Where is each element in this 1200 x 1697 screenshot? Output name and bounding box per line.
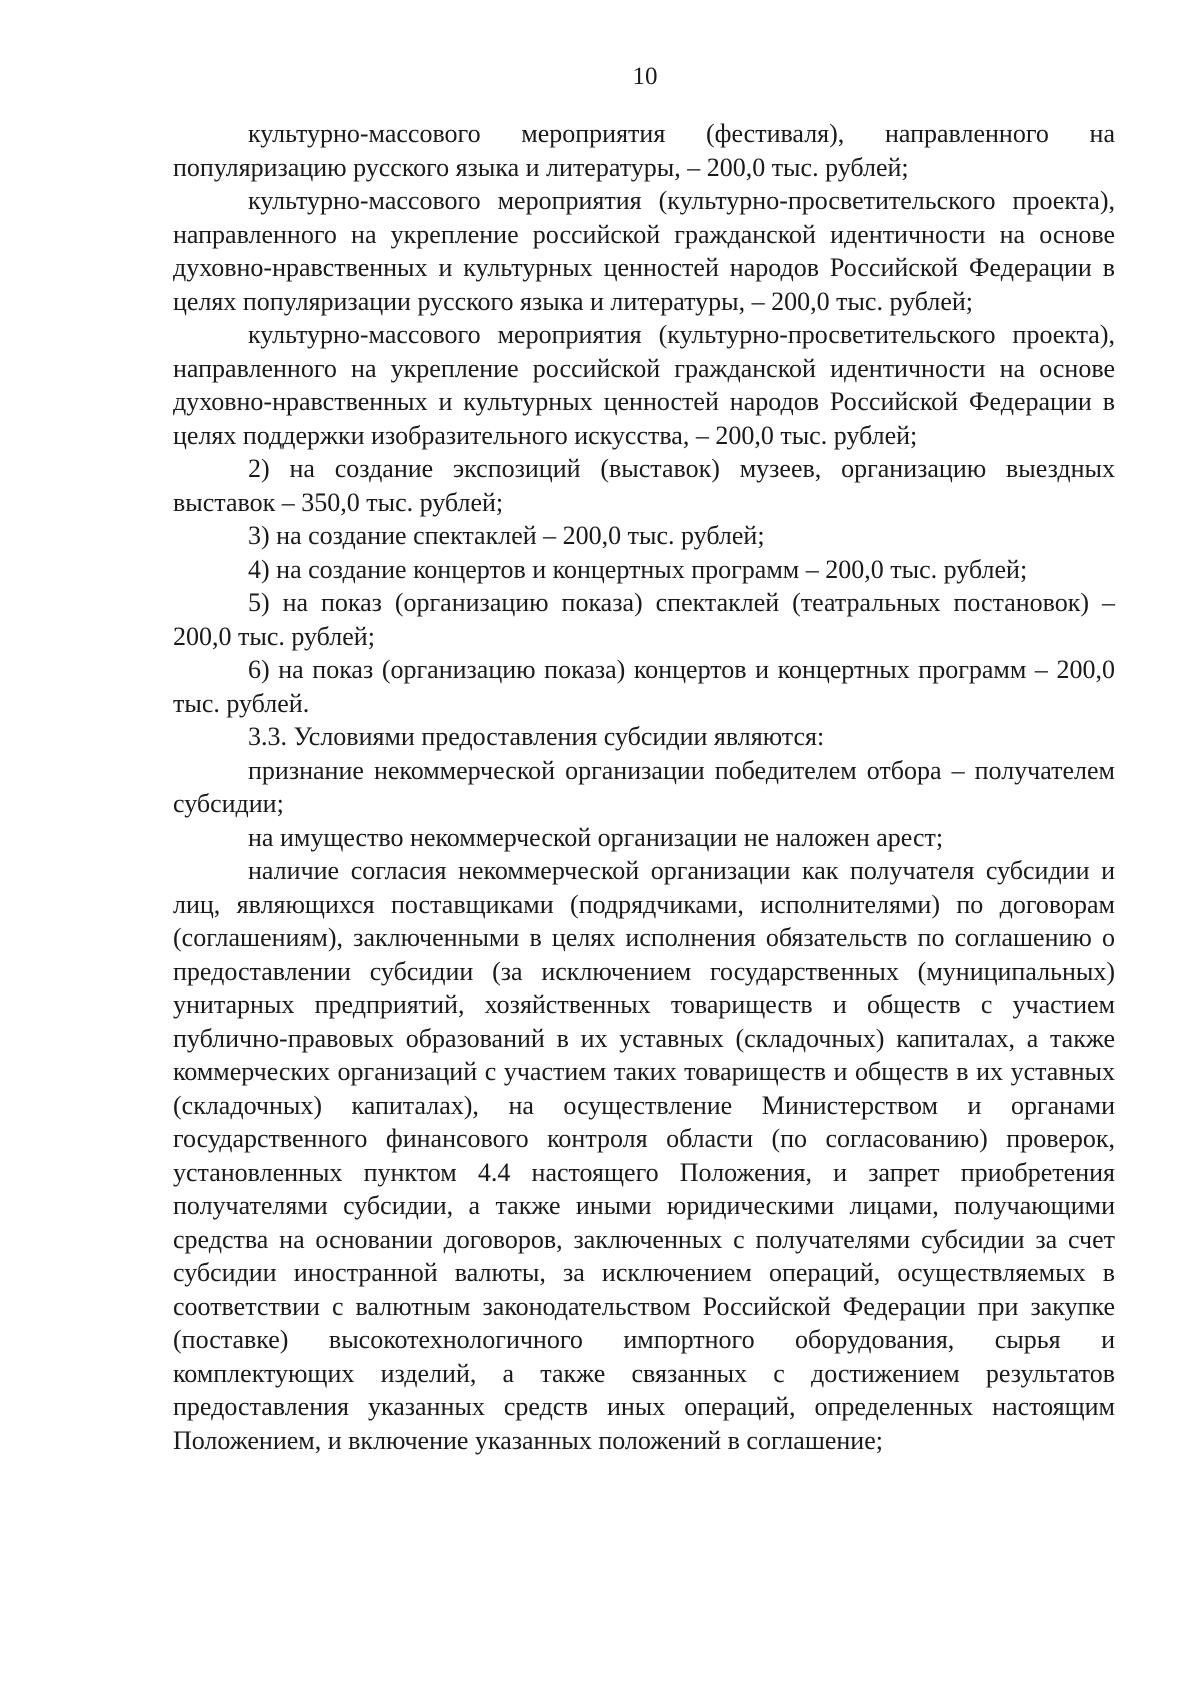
list-item-2-exhibitions: 2) на создание экспозиций (выставок) музеев, организацию выездных выставок – 350,0 тыс. рублей;	[173, 454, 1115, 517]
list-item-3-performances: 3) на создание спектаклей – 200,0 тыс. рублей;	[248, 521, 765, 550]
list-item-4-concerts: 4) на создание концертов и концертных программ – 200,0 тыс. рублей;	[248, 554, 1028, 584]
paragraph-cultural-project-art: культурно-массового мероприятия (культурно-просветительского проекта), направленного на укрепление российской гражданской идентичности на основе духовно-нравственных и культурных ценностей народов Российской Федерации в целях поддержки изобразительного искусства, – 200,0 тыс. рублей;	[173, 320, 1115, 450]
list-item-6-show-concerts: 6) на показ (организацию показа) концертов и концертных программ – 200,0 тыс. рублей.	[173, 655, 1115, 718]
list-item-5-show-performances: 5) на показ (организацию показа) спектаклей (театральных постановок) – 200,0 тыс. рублей;	[173, 588, 1115, 651]
condition-consent: наличие согласия некоммерческой организации как получателя субсидии и лиц, являющихся поставщиками (подрядчиками, исполнителями) по договорам (соглашениям), заключенными в целях исполнения обязательств по соглашению о предоставлении субсидии (за исключением государственных (муниципальных) унитарных предприятий, хозяйственных товариществ и обществ с участием публично-правовых образований в их уставных (складочных) капиталах, а также коммерческих организаций с участием таких товариществ и обществ в их уставных (складочных) капиталах), на осуществление Министерством и органами государственного финансового контроля области (по согласованию) проверок, установленных пунктом 4.4 настоящего Положения, и запрет приобретения получателями субсидии, а также иными юридическими лицами, получающими средства на основании договоров, заключенных с получателями субсидии за счет субсидии иностранной валюты, за исключением операций, осуществляемых в соответствии с валютным законодательством Российской Федерации при закупке (поставке) высокотехнологичного импортного оборудования, сырья и комплектующих изделий, а также связанных с достижением результатов предоставления указанных средств иных операций, определенных настоящим Положением, и включение указанных положений в соглашение;	[173, 856, 1115, 1455]
document-body	[173, 117, 1115, 1457]
paragraph-festival: культурно-массового мероприятия (фестиваля), направленного на популяризацию русского языка и литературы, – 200,0 тыс. рублей;	[173, 119, 1115, 182]
condition-winner: признание некоммерческой организации победителем отбора – получателем субсидии;	[173, 755, 1115, 818]
section-3-3-heading: 3.3. Условиями предоставления субсидии являются:	[248, 722, 825, 751]
condition-no-arrest: на имущество некоммерческой организации не наложен арест;	[248, 822, 944, 852]
page-number: 10	[632, 63, 658, 90]
paragraph-cultural-project-language: культурно-массового мероприятия (культурно-просветительского проекта), направленного на укрепление российской гражданской идентичности на основе духовно-нравственных и культурных ценностей народов Российской Федерации в целях популяризации русского языка и литературы, – 200,0 тыс. рублей;	[173, 186, 1115, 316]
